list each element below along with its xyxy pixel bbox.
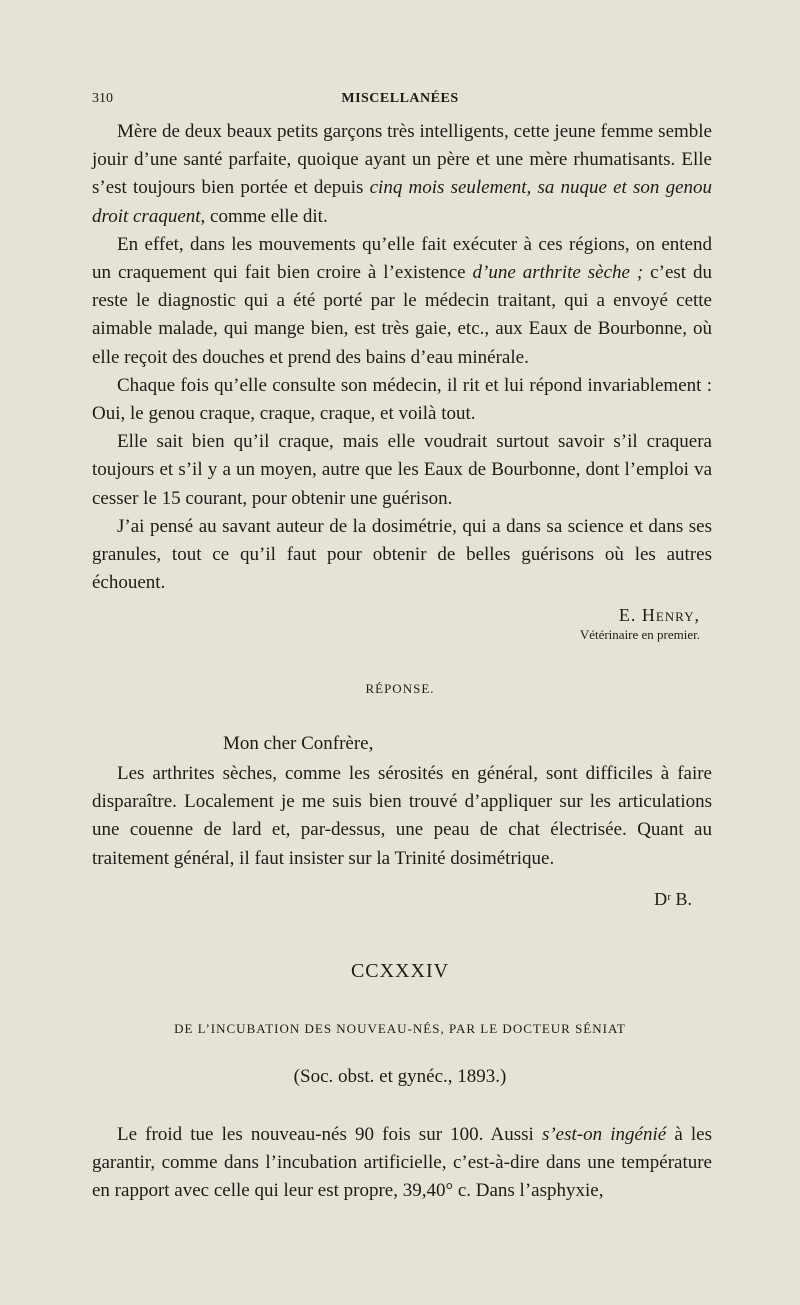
text-run: En effet, dans les mouvements qu’elle fait exécuter à ces régions, on entend un craquement qui fait bien croire à l’existence — [92, 233, 712, 284]
signature-title: Vétérinaire en premier. — [579, 627, 700, 642]
letter-signature — [619, 605, 700, 626]
chapter-body — [92, 1121, 712, 1206]
italic-text: d’une arthrite sèche ; — [472, 262, 644, 284]
paragraph — [92, 1121, 712, 1206]
chapter-number: CCXXXIV — [350, 960, 450, 982]
response-heading: RÉPONSE. — [365, 681, 435, 696]
chapter-reference: (Soc. obst. et gynéc., 1893.) — [293, 1066, 507, 1087]
response-body — [92, 760, 712, 873]
text-run: Les arthrites sèches, comme les sérosités en général, sont difficiles à faire disparaître. Localement je me suis bien trouvé d’appliquer sur les articulations une couenne de lard et, par-dessus, une peau de chat électrisée. Quant au traitement général, il faut insister sur la Trinité dosimétrique. — [92, 763, 712, 869]
italic-text: cinq mois seulement, sa nuque et son genou droit craquent — [92, 177, 712, 227]
salutation: Mon cher Confrère, — [223, 733, 374, 754]
text-run: Chaque fois qu’elle consulte son médecin, il rit et lui répond invariablement : Oui, le genou craque, craque, craque, et voilà tout. — [92, 374, 712, 425]
text-run: Mère de deux beaux petits garçons très intelligents, cette jeune femme semble jouir d’une santé parfaite, quoique ayant un père et une mère rhumatisants. Elle s’est toujours bien portée et depuis — [92, 121, 712, 199]
text-run: c’est du reste le diagnostic qui a été porté par le médecin traitant, qui a envoyé cette aimable malade, qui mange bien, est très gaie, etc., aux Eaux de Bourbonne, où elle reçoit des douches et prend des bains d’eau minérale. — [92, 262, 712, 368]
paragraph — [92, 118, 712, 231]
paragraph — [92, 760, 712, 873]
signature-initial: E. — [618, 605, 642, 625]
paragraph — [92, 372, 712, 428]
letter-body — [92, 118, 712, 597]
paragraph — [92, 513, 712, 598]
running-title: MISCELLANÉES — [341, 91, 459, 106]
text-run: J’ai pensé au savant auteur de la dosimétrie, qui a dans sa science et dans ses granules, tout ce qu’il faut pour obtenir de belles guérisons où les autres échouent. — [92, 515, 712, 594]
text-run: à les garantir, comme dans l’incubation artificielle, c’est-à-dire dans une température en rapport avec celle qui leur est propre, 39,40° c. Dans l’asphyxie, — [92, 1124, 713, 1202]
paragraph — [92, 231, 712, 372]
paragraph — [92, 428, 712, 513]
page-header — [92, 91, 708, 113]
chapter-title: DE L’INCUBATION DES NOUVEAU-NÉS, PAR LE DOCTEUR SÉNIAT — [174, 1021, 626, 1036]
italic-text: s’est-on ingénié — [541, 1124, 667, 1145]
text-run: Le froid tue les nouveau-nés 90 fois sur 100. Aussi — [117, 1124, 542, 1145]
signature-name: Henry, — [641, 605, 700, 625]
text-run: , comme elle dit. — [200, 205, 328, 227]
response-signature: Dʳ B. — [654, 889, 692, 909]
text-run: Elle sait bien qu’il craque, mais elle voudrait surtout savoir s’il craquera toujours et s’il y a un moyen, autre que les Eaux de Bourbonne, dont l’emploi va cesser le 15 courant, pour obtenir une guérison. — [92, 431, 712, 509]
page-number: 310 — [92, 91, 113, 106]
